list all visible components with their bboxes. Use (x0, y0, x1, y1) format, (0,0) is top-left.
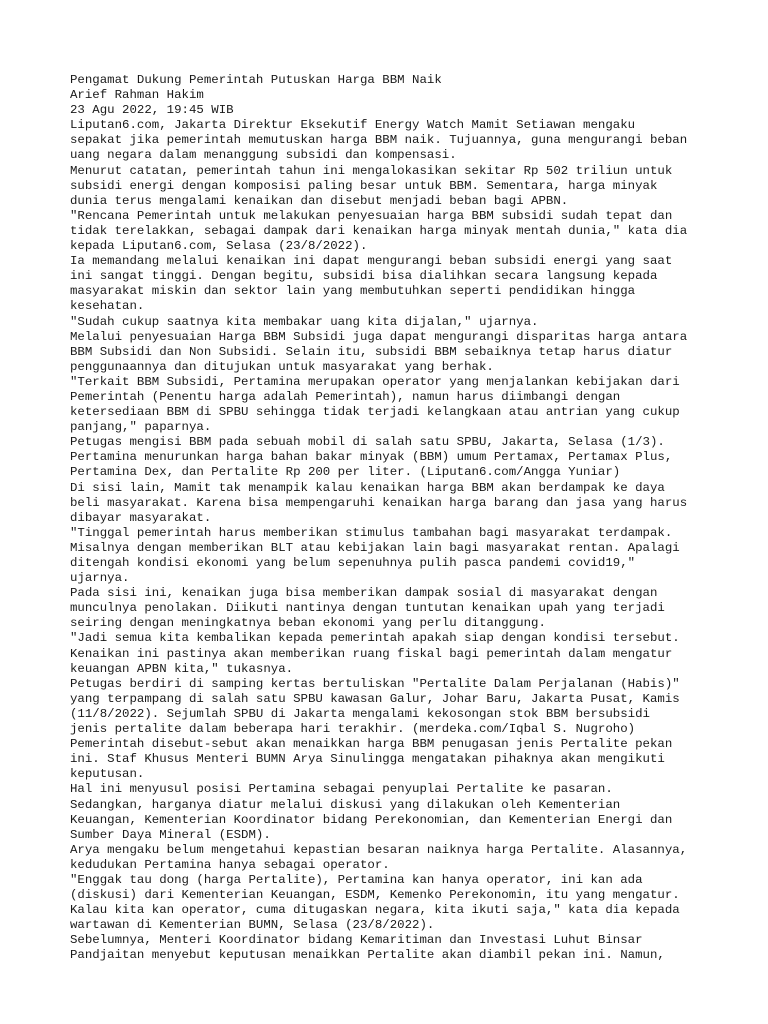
text-line: Pandjaitan menyebut keputusan menaikkan Pertalite akan diambil pekan ini. Namun, (70, 948, 665, 963)
paragraph-15 (70, 782, 760, 842)
text-line: Pemerintah (Penentu harga adalah Pemerintah), namun harus diimbangi dengan (70, 389, 621, 404)
text-line: dunia terus mengalami kenaikan dan disebut menjadi beban bagi APBN. (70, 193, 569, 208)
text-line: yang terpampang di salah satu SPBU kawasan Galur, Johar Baru, Jakarta Pusat, Kamis (70, 691, 680, 706)
text-line: "Jadi semua kita kembalikan kepada pemerintah apakah siap dengan kondisi tersebut. (70, 631, 680, 646)
text-line: Misalnya dengan memberikan BLT atau kebijakan lain bagi masyarakat rentan. Apalagi (70, 540, 680, 555)
paragraph-2 (70, 164, 760, 209)
text-line: Petugas mengisi BBM pada sebuah mobil di salah satu SPBU, Jakarta, Selasa (1/3). (70, 435, 665, 450)
text-line: Arya mengaku belum mengetahui kepastian besaran naiknya harga Pertalite. Alasannya, (70, 842, 688, 857)
paragraph-9 (70, 481, 760, 526)
text-line: penggunaannya dan ditujukan untuk masyarakat yang berhak. (70, 359, 494, 374)
text-line: Sumber Daya Mineral (ESDM). (70, 827, 271, 842)
text-line: (diskusi) dari Kementerian Keuangan, ESDM, Kemenko Perekonomin, itu yang mengatur. (70, 888, 680, 903)
text-line: uang negara dalam menanggung subsidi dan kompensasi. (70, 148, 457, 163)
text-line: ini. Staf Khusus Menteri BUMN Arya Sinulingga mengatakan pihaknya akan mengikuti (70, 752, 665, 767)
text-line: ini sangat tinggi. Dengan begitu, subsidi bisa dialihkan secara langsung kepada (70, 269, 658, 284)
text-line: Di sisi lain, Mamit tak menampik kalau kenaikan harga BBM akan berdampak ke daya (70, 480, 665, 495)
article-date: 23 Agu 2022, 19:45 WIB (70, 103, 234, 118)
text-line: beli masyarakat. Karena bisa mempengaruhi kenaikan harga barang dan jasa yang harus (70, 495, 688, 510)
text-line: ditengah kondisi ekonomi yang belum sepenuhnya pulih pasca pandemi covid19," (70, 556, 636, 570)
photo-caption-2 (70, 677, 760, 737)
paragraph-18 (70, 933, 760, 963)
text-line: Pada sisi ini, kenaikan juga bisa memberikan dampak sosial di masyarakat dengan (70, 586, 658, 601)
text-line: sepakat jika pemerintah memutuskan harga BBM naik. Tujuannya, guna mengurangi beban (70, 133, 688, 148)
text-line: ketersediaan BBM di SPBU sehingga tidak terjadi kelangkaan atau antrian yang cukup (70, 405, 680, 420)
text-line: kesehatan. (70, 299, 145, 314)
paragraph-3 (70, 209, 760, 254)
text-line: Liputan6.com, Jakarta Direktur Eksekutif Energy Watch Mamit Setiawan mengaku (70, 118, 636, 133)
text-line: kepada Liputan6.com, Selasa (23/8/2022). (70, 239, 368, 254)
text-line: "Terkait BBM Subsidi, Pertamina merupakan operator yang menjalankan kebijakan dari (70, 374, 680, 389)
text-line: Keuangan, Kementerian Koordinator bidang Perekonomian, dan Kementerian Energi dan (70, 812, 673, 827)
text-line: Kalau kita kan operator, cuma ditugaskan negara, kita ikuti saja," kata dia kepada (70, 903, 680, 918)
paragraph-1 (70, 118, 760, 163)
text-line: Pemerintah disebut-sebut akan menaikkan harga BBM penugasan jenis Pertalite pekan (70, 737, 673, 752)
text-line: kedudukan Pertamina hanya sebagai operator. (70, 857, 390, 872)
text-line: Kenaikan ini pastinya akan memberikan ruang fiskal bagi pemerintah dalam mengatur (70, 646, 673, 661)
paragraph-14 (70, 737, 760, 782)
text-line: "Enggak tau dong (harga Pertalite), Pertamina kan hanya operator, ini kan ada (70, 872, 643, 887)
text-line: "Rencana Pemerintah untuk melakukan penyesuaian harga BBM subsidi sudah tepat dan (70, 208, 673, 223)
text-line: keputusan. (70, 767, 145, 782)
text-line: BBM Subsidi dan Non Subsidi. Selain itu, subsidi BBM sebaiknya tetap harus diatur (70, 344, 673, 359)
text-line: Melalui penyesuaian Harga BBM Subsidi juga dapat mengurangi disparitas harga antara (70, 329, 688, 344)
paragraph-6 (70, 330, 760, 375)
text-line: "Sudah cukup saatnya kita membakar uang kita dijalan," ujarnya. (70, 314, 539, 329)
paragraph-7 (70, 375, 760, 435)
text-line: Hal ini menyusul posisi Pertamina sebagai penyuplai Pertalite ke pasaran. (70, 782, 613, 797)
paragraph-12 (70, 631, 760, 676)
text-line: Petugas berdiri di samping kertas bertuliskan "Pertalite Dalam Perjalanan (Habis)" (70, 676, 680, 691)
article-author: Arief Rahman Hakim (70, 88, 204, 103)
text-line: Pertamina Dex, dan Pertalite Rp 200 per liter. (Liputan6.com/Angga Yuniar) (70, 465, 621, 480)
text-line: Pertamina menurunkan harga bahan bakar minyak (BBM) umum Pertamax, Pertamax Plus, (70, 450, 673, 465)
text-line: Ia memandang melalui kenaikan ini dapat mengurangi beban subsidi energi yang saat (70, 254, 673, 269)
text-line: wartawan di Kementerian BUMN, Selasa (23/8/2022). (70, 918, 435, 933)
text-line: ujarnya. (70, 571, 130, 586)
article-title: Pengamat Dukung Pemerintah Putuskan Harga BBM Naik (70, 73, 442, 87)
text-line: Menurut catatan, pemerintah tahun ini mengalokasikan sekitar Rp 502 triliun untuk (70, 163, 673, 178)
text-line: "Tinggal pemerintah harus memberikan stimulus tambahan bagi masyarakat terdampak. (70, 525, 673, 540)
text-line: Sebelumnya, Menteri Koordinator bidang Kemaritiman dan Investasi Luhut Binsar (70, 933, 643, 948)
text-line: jenis pertalite dalam beberapa hari terakhir. (merdeka.com/Iqbal S. Nugroho) (70, 722, 636, 737)
document-page (70, 73, 760, 964)
paragraph-11 (70, 586, 760, 631)
text-line: dibayar masyarakat. (70, 510, 212, 525)
text-line: masyarakat miskin dan sektor lain yang membutuhkan seperti pendidikan hingga (70, 284, 636, 299)
paragraph-17 (70, 873, 760, 933)
text-line: (11/8/2022). Sejumlah SPBU di Jakarta mengalami kekosongan stok BBM bersubsidi (70, 706, 650, 721)
text-line: Sedangkan, harganya diatur melalui diskusi yang dilakukan oleh Kementerian (70, 797, 621, 812)
text-line: subsidi energi dengan komposisi paling besar untuk BBM. Sementara, harga minyak (70, 178, 658, 193)
paragraph-10 (70, 526, 760, 586)
text-line: munculnya penolakan. Diikuti nantinya dengan tuntutan kenaikan upah yang terjadi (70, 601, 665, 616)
text-line: seiring dengan meningkatnya beban ekonomi yang perlu ditanggung. (70, 616, 546, 631)
text-line: panjang," paparnya. (70, 420, 212, 435)
paragraph-5 (70, 315, 760, 330)
article-body (70, 118, 760, 963)
text-line: keuangan APBN kita," tukasnya. (70, 661, 294, 676)
paragraph-4 (70, 254, 760, 314)
text-line: tidak terelakkan, sebagai dampak dari kenaikan harga minyak mentah dunia," kata dia (70, 223, 688, 238)
paragraph-16 (70, 843, 760, 873)
photo-caption-1 (70, 435, 760, 480)
